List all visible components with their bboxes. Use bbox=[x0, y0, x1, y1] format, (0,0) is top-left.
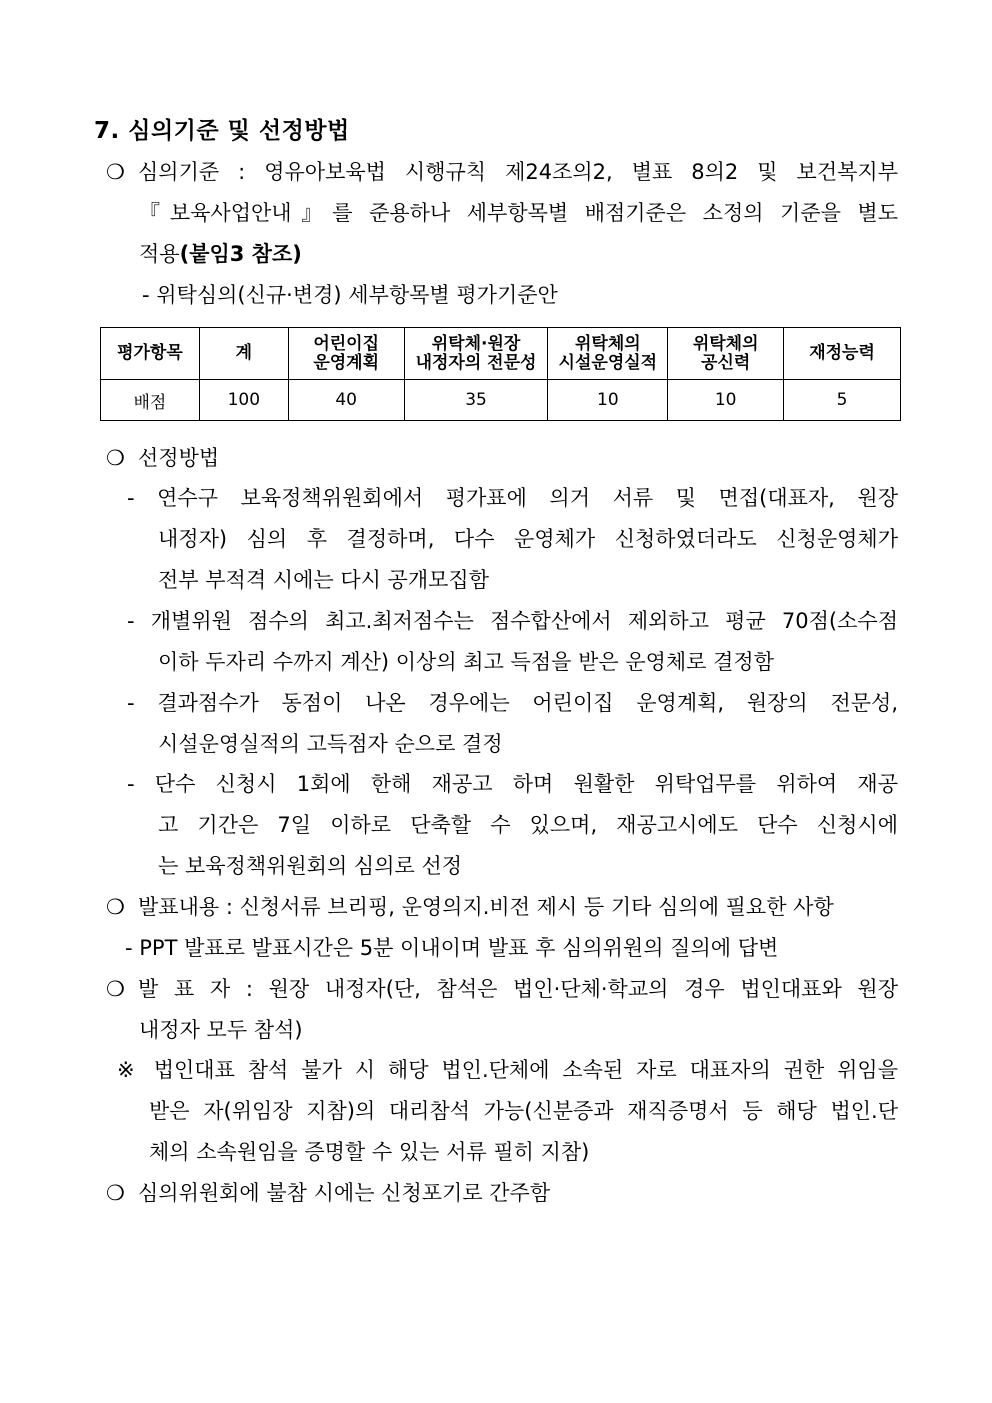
header-cell-plan: 어린이집 운영계획 bbox=[288, 328, 404, 380]
header-cell-finance: 재정능력 bbox=[784, 328, 901, 380]
presentation-content: ❍ 발표내용 : 신청서류 브리핑, 운영의지.비전 제시 등 기타 심의에 필요한 사항 bbox=[106, 892, 834, 922]
selection-item-4-line-1: - 단수 신청시 1회에 한해 재공고 하며 원활한 위탁업무를 위하여 재공 bbox=[127, 772, 898, 796]
selection-item-4-line-2: 고 기간은 7일 이하로 단축할 수 있으며, 재공고시에도 단수 신청시에 bbox=[158, 813, 898, 837]
table-cell: 35 bbox=[404, 380, 548, 421]
selection-item-1-line-3: 전부 부적격 시에는 다시 공개모집함 bbox=[158, 568, 489, 592]
table-header-row bbox=[101, 328, 901, 380]
table-cell: 배점 bbox=[101, 380, 200, 421]
absence-rule: ❍ 심의위원회에 불참 시에는 신청포기로 간주함 bbox=[106, 1178, 550, 1208]
bullet-circle-icon: ❍ bbox=[106, 1181, 125, 1205]
table-cell: 10 bbox=[668, 380, 784, 421]
presentation-content-sub: - PPT 발표로 발표시간은 5분 이내이며 발표 후 심의위원의 질의에 답변 bbox=[125, 936, 779, 960]
bullet-circle-icon: ❍ bbox=[106, 446, 125, 470]
table-cell: 10 bbox=[548, 380, 668, 421]
selection-item-1-line-1: - 연수구 보육정책위원회에서 평가표에 의거 서류 및 면접(대표자, 원장 bbox=[127, 486, 898, 510]
bullet-circle-icon: ❍ bbox=[106, 160, 125, 184]
bullet-circle-icon: ❍ bbox=[106, 895, 125, 919]
selection-item-1-line-2: 내정자) 심의 후 결정하며, 다수 운영체가 신청하였더라도 신청운영체가 bbox=[158, 527, 898, 551]
table-cell: 5 bbox=[784, 380, 901, 421]
section-title: 7. 심의기준 및 선정방법 bbox=[94, 118, 350, 144]
table-cell: 40 bbox=[288, 380, 404, 421]
criteria-attachment-ref: (붙임3 참조) bbox=[179, 242, 302, 266]
selection-item-4-line-3: 는 보육정책위원회의 심의로 선정 bbox=[158, 854, 463, 878]
selection-item-2-line-1: - 개별위원 점수의 최고.최저점수는 점수합산에서 제외하고 평균 70점(소수점 bbox=[127, 609, 898, 633]
criteria-line-2: 『보육사업안내』를 준용하나 세부항목별 배점기준은 소정의 기준을 별도 bbox=[139, 201, 898, 225]
presenter-line-2: 내정자 모두 참석) bbox=[139, 1018, 303, 1042]
table-cell: 100 bbox=[199, 380, 288, 421]
table-row bbox=[101, 380, 901, 421]
criteria-sub-item: - 위탁심의(신규·변경) 세부항목별 평가기준안 bbox=[142, 283, 558, 307]
bullet-circle-icon: ❍ bbox=[106, 977, 125, 1001]
note-line-2: 받은 자(위임장 지참)의 대리참석 가능(신분증과 재직증명서 등 해당 법인.단 bbox=[149, 1099, 898, 1123]
criteria-line-3 bbox=[139, 239, 302, 269]
criteria-apply: 적용 bbox=[139, 242, 180, 266]
header-cell-category: 평가항목 bbox=[101, 328, 200, 380]
criteria-text: 심의기준 : 영유아보육법 시행규칙 제24조의2, 별표 8의2 및 보건복지부 bbox=[138, 160, 898, 184]
criteria-line-1 bbox=[106, 157, 898, 187]
note-line-3: 체의 소속원임을 증명할 수 있는 서류 필히 지참) bbox=[149, 1140, 590, 1164]
selection-item-3-line-1: - 결과점수가 동점이 나온 경우에는 어린이집 운영계획, 원장의 전문성, bbox=[127, 691, 898, 715]
header-cell-expertise: 위탁체·원장 내정자의 전문성 bbox=[404, 328, 548, 380]
note-line-1: ※ 법인대표 참석 불가 시 해당 법인.단체에 소속된 자로 대표자의 권한 위임을 bbox=[117, 1058, 898, 1082]
selection-item-3-line-2: 시설운영실적의 고득점자 순으로 결정 bbox=[158, 732, 503, 756]
header-cell-total: 계 bbox=[199, 328, 288, 380]
header-cell-track-record: 위탁체의 시설운영실적 bbox=[548, 328, 668, 380]
selection-item-2-line-2: 이하 두자리 수까지 계산) 이상의 최고 득점을 받은 운영체로 결정함 bbox=[158, 650, 774, 674]
selection-heading: ❍ 선정방법 bbox=[106, 443, 219, 473]
header-cell-credibility: 위탁체의 공신력 bbox=[668, 328, 784, 380]
presenter-line-1: ❍ 발 표 자 : 원장 내정자(단, 참석은 법인·단체·학교의 경우 법인대표와 원장 bbox=[106, 974, 898, 1004]
evaluation-table bbox=[100, 327, 901, 421]
